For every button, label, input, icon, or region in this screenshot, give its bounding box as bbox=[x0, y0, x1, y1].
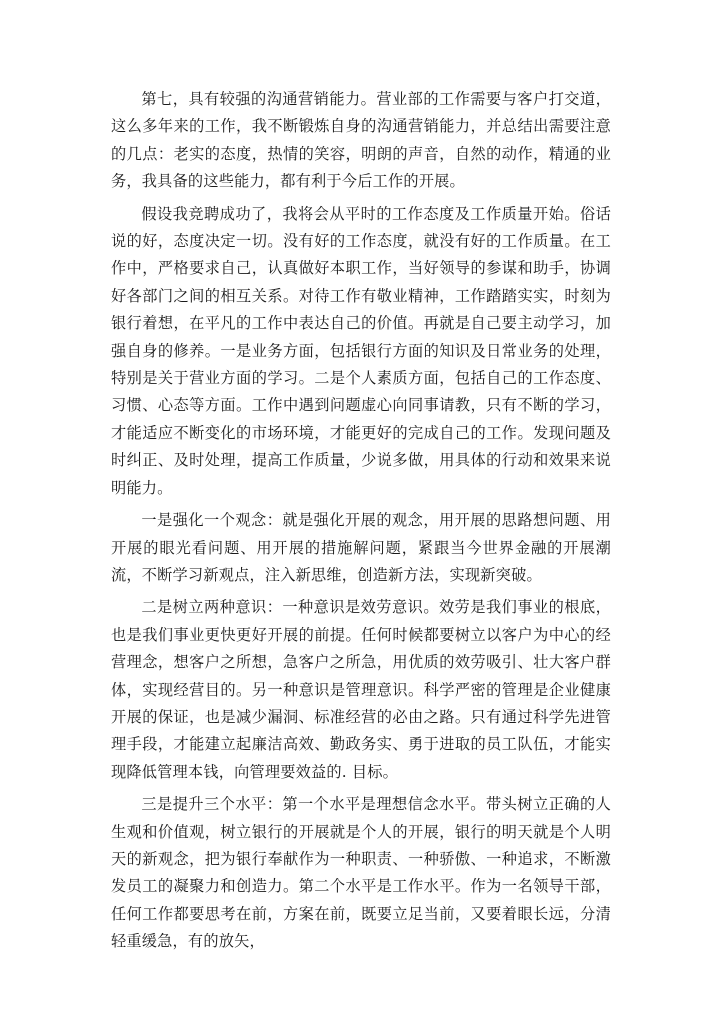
paragraph-2: 假设我竞聘成功了，我将会从平时的工作态度及工作质量开始。俗话说的好，态度决定一切。没有好的工作态度，就没有好的工作质量。在工作中，严格要求自己，认真做好本职工作，当好领导的参谋和助手，协调好各部门之间的相互关系。对待工作有敬业精神，工作踏踏实实，时刻为银行着想，在平凡的工作中表达自己的价值。再就是自己要主动学习，加强自身的修养。一是业务方面，包括银行方面的知识及日常业务的处理，特别是关于营业方面的学习。二是个人素质方面，包括自己的工作态度、习惯、心态等方面。工作中遇到问题虚心向同事请教，只有不断的学习，才能适应不断变化的市场环境，才能更好的完成自己的工作。发现问题及时纠正、及时处理，提高工作质量，少说多做，用具体的行动和效果来说明能力。 bbox=[111, 204, 611, 497]
paragraph-5: 三是提升三个水平：第一个水平是理想信念水平。带头树立正确的人生观和价值观，树立银行的开展就是个人的开展，银行的明天就是个人明天的新观念，把为银行奉献作为一种职责、一种骄傲、一种追求，不断激发员工的凝聚力和创造力。第二个水平是工作水平。作为一名领导干部，任何工作都要思考在前，方案在前，既要立足当前，又要着眼长远，分清轻重缓急，有的放矢， bbox=[111, 795, 611, 951]
document-body bbox=[111, 86, 611, 956]
paragraph-4: 二是树立两种意识：一种意识是效劳意识。效劳是我们事业的根底，也是我们事业更快更好开展的前提。任何时候都要树立以客户为中心的经营理念，想客户之所想，急客户之所急，用优质的效劳吸引、壮大客户群体，实现经营目的。另一种意识是管理意识。科学严密的管理是企业健康开展的保证，也是减少漏洞、标准经营的必由之路。只有通过科学先进管理手段，才能建立起廉洁高效、勤政务实、勇于进取的员工队伍，才能实现降低管理本钱，向管理要效益的. 目标。 bbox=[111, 598, 611, 781]
paragraph-3: 一是强化一个观念：就是强化开展的观念，用开展的思路想问题、用开展的眼光看问题、用开展的措施解问题，紧跟当今世界金融的开展潮流，不断学习新观点，注入新思维，创造新方法，实现新突破。 bbox=[111, 511, 611, 584]
paragraph-1: 第七，具有较强的沟通营销能力。营业部的工作需要与客户打交道，这么多年来的工作，我不断锻炼自身的沟通营销能力，并总结出需要注意的几点：老实的态度，热情的笑容，明朗的声音，自然的动作，精通的业务，我具备的这些能力，都有利于今后工作的开展。 bbox=[111, 90, 611, 191]
